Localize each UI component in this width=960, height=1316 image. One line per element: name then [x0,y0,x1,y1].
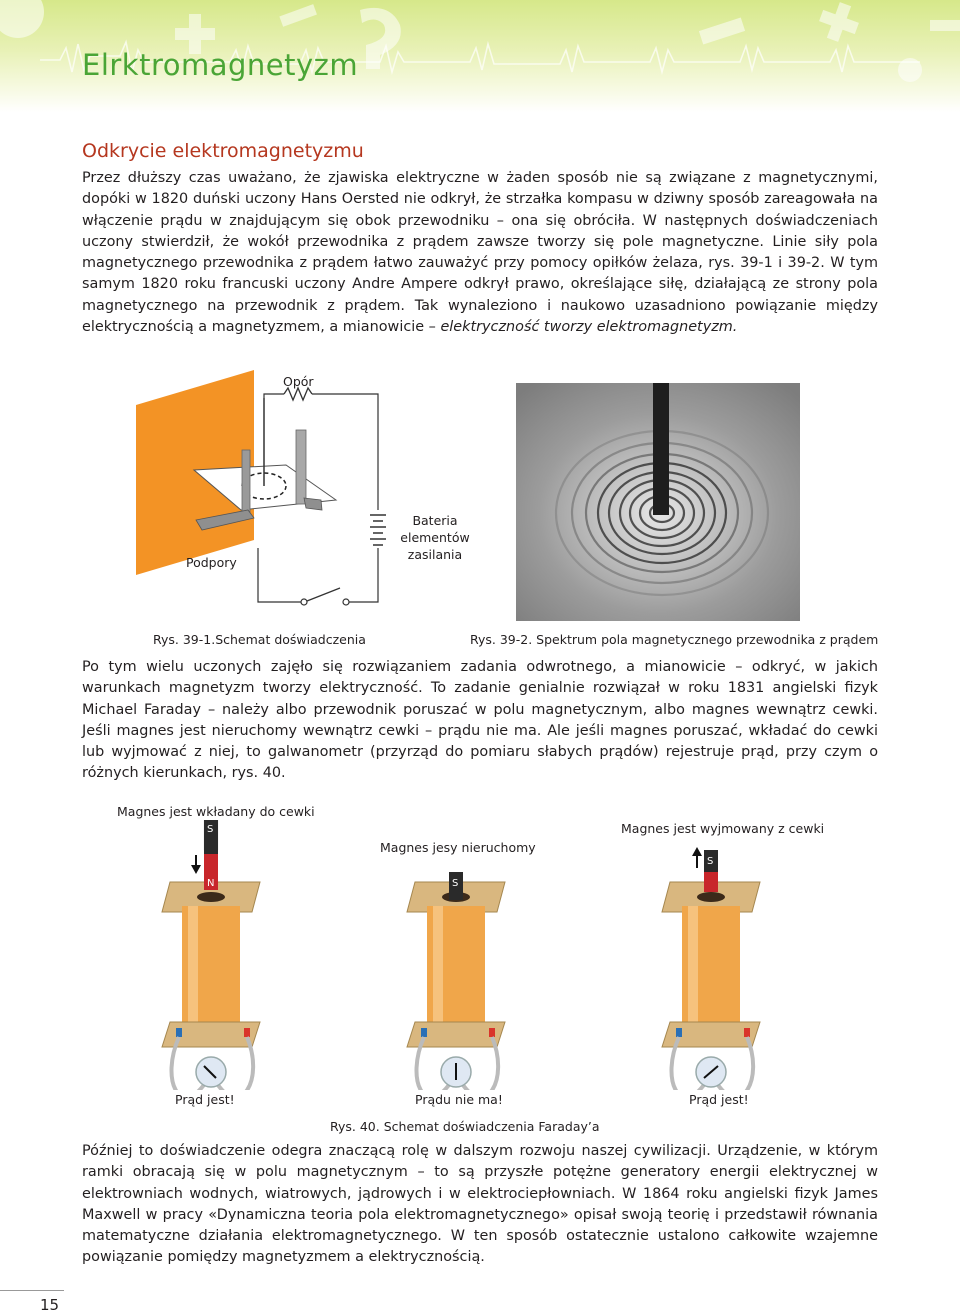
figure-39-1 [136,370,516,650]
paragraph-emphasis: elektryczność tworzy elektromagnetyzm. [440,319,738,336]
figure-40-caption: Rys. 40. Schemat doświadczenia Faraday’a [330,1119,600,1134]
coil-2-diagram [385,820,525,1090]
coil-2-top-label: Magnes jesy nieruchomy [380,840,536,855]
magnet-pole-s: S [707,856,714,867]
paragraph-faraday: Po tym wielu uczonych zajęło się rozwiązaniem zadania odwrotnego, a mianowicie – odkryć, w jakich warunkach magnetyzm tworzy elektryczność. To zadanie genialnie rozwiązał w roku 1831 angielski fizyk Michael Faraday – należy albo przewodnik poruszać w polu magnetycznym, albo magnes wewnątrz cewki. Jeśli magnes jest nieruchomy wewnątrz cewki – prądu nie ma. Ale jeśli magnes poruszać, wkładać do cewki lub wyjmować z niej, to galwanometr (przyrząd do pomiaru słabych prądów) rejestruje prąd, przy czym o różnych kierunkach, rys. 40. [82,659,878,782]
magnet-pole-s: S [207,824,214,835]
coil-1-top-label: Magnes jest wkładany do cewki [117,804,315,819]
section-title: Odkrycie elektromagnetyzmu [82,140,364,162]
figure-39-2-caption: Rys. 39-2. Spektrum pola magnetycznego przewodnika z prądem [470,632,879,647]
magnet-pole-n: N [207,878,215,889]
right-support-post [296,430,306,504]
experiment-schematic [136,370,516,620]
resistor-label: Opór [283,374,314,389]
figure-40 [0,795,960,1140]
figure-39-1-caption: Rys. 39-1.Schemat doświadczenia [153,632,366,647]
conductor-wire [653,383,669,515]
supports-label: Podpory [186,555,237,570]
switch-contact [301,599,307,605]
footer-rule [0,1290,64,1291]
coil-3-top-label: Magnes jest wyjmowany z cewki [621,821,825,836]
magnet-red-pole [704,872,718,892]
iron-filings-photo [516,383,800,621]
coil-3-bottom-label: Prąd jest! [689,1092,749,1107]
paragraph-maxwell: Później to doświadczenie odegra znaczącą rolę w dalszym rozwoju naszej cywilizacji. Urządzenie, w którym ramki obracają się w polu magnetycznym – to są przyszłe potężne generatory energii elektrycznej w elektrowniach wodnych, wiatrowych, jądrowych i w elektrociepłowniach. W 1864 roku angielski fizyk James Maxwell w pracy «Dynamiczna teoria pola elektromagnetycznego» opisał swoją teorię i przedstawił równania matematyczne działania elektromagnetycznego. W ten sposób ostatecznie ustalono całkowite wzajemne powiązanie pomiędzy magnetyzmem a elektrycznością. [82,1143,878,1266]
paragraph-oersted [82,168,878,338]
paragraph-text: Przez dłuższy czas uważano, że zjawiska elektryczne w żaden sposób nie są związane z magnetycznymi, dopóki w 1820 duński uczony Hans Oersted nie odkrył, że strzałka kompasu w dziwny sposób zareagowała na włączenie prądu w znajdującym się obok przewodniku – ona się obróciła. W następnych doświadczeniach uczony stwierdził, że wokół przewodnika z prądem zawsze tworzy się pole magnetyczne. Linie siły pola magnetycznego przewodnika z prądem łatwo zauważyć przy pomocy opiłków żelaza, rys. 39-1 i 39-2. W tym samym 1820 roku francuski uczony Andre Ampere odkrył prawo, określające siłę, działającą ze strony pola magnetycznego na przewodnik z prądem. Tak wynaleziono i naukowo uzasadniono powiązanie między elektrycznością a magnetyzmem, a mianowicie – [82,170,878,336]
page-number: 15 [40,1296,60,1314]
switch-lever [307,588,340,601]
switch-contact [343,599,349,605]
battery-symbol [370,515,386,545]
page-title: Elrktromagnetyzm [82,48,359,82]
coil-1-diagram [140,820,280,1090]
magnet-pole-s: S [452,878,459,889]
arrow-down-icon [191,865,201,874]
figure-39-2 [516,383,800,621]
right-support-base [304,498,322,510]
coil-2-bottom-label: Prądu nie ma! [415,1092,503,1107]
page-header [0,0,960,112]
coil-1-bottom-label: Prąd jest! [175,1092,235,1107]
coil-3-diagram [640,820,780,1090]
left-support-post [242,450,250,514]
battery-label: Bateria elementów zasilania [400,513,470,562]
